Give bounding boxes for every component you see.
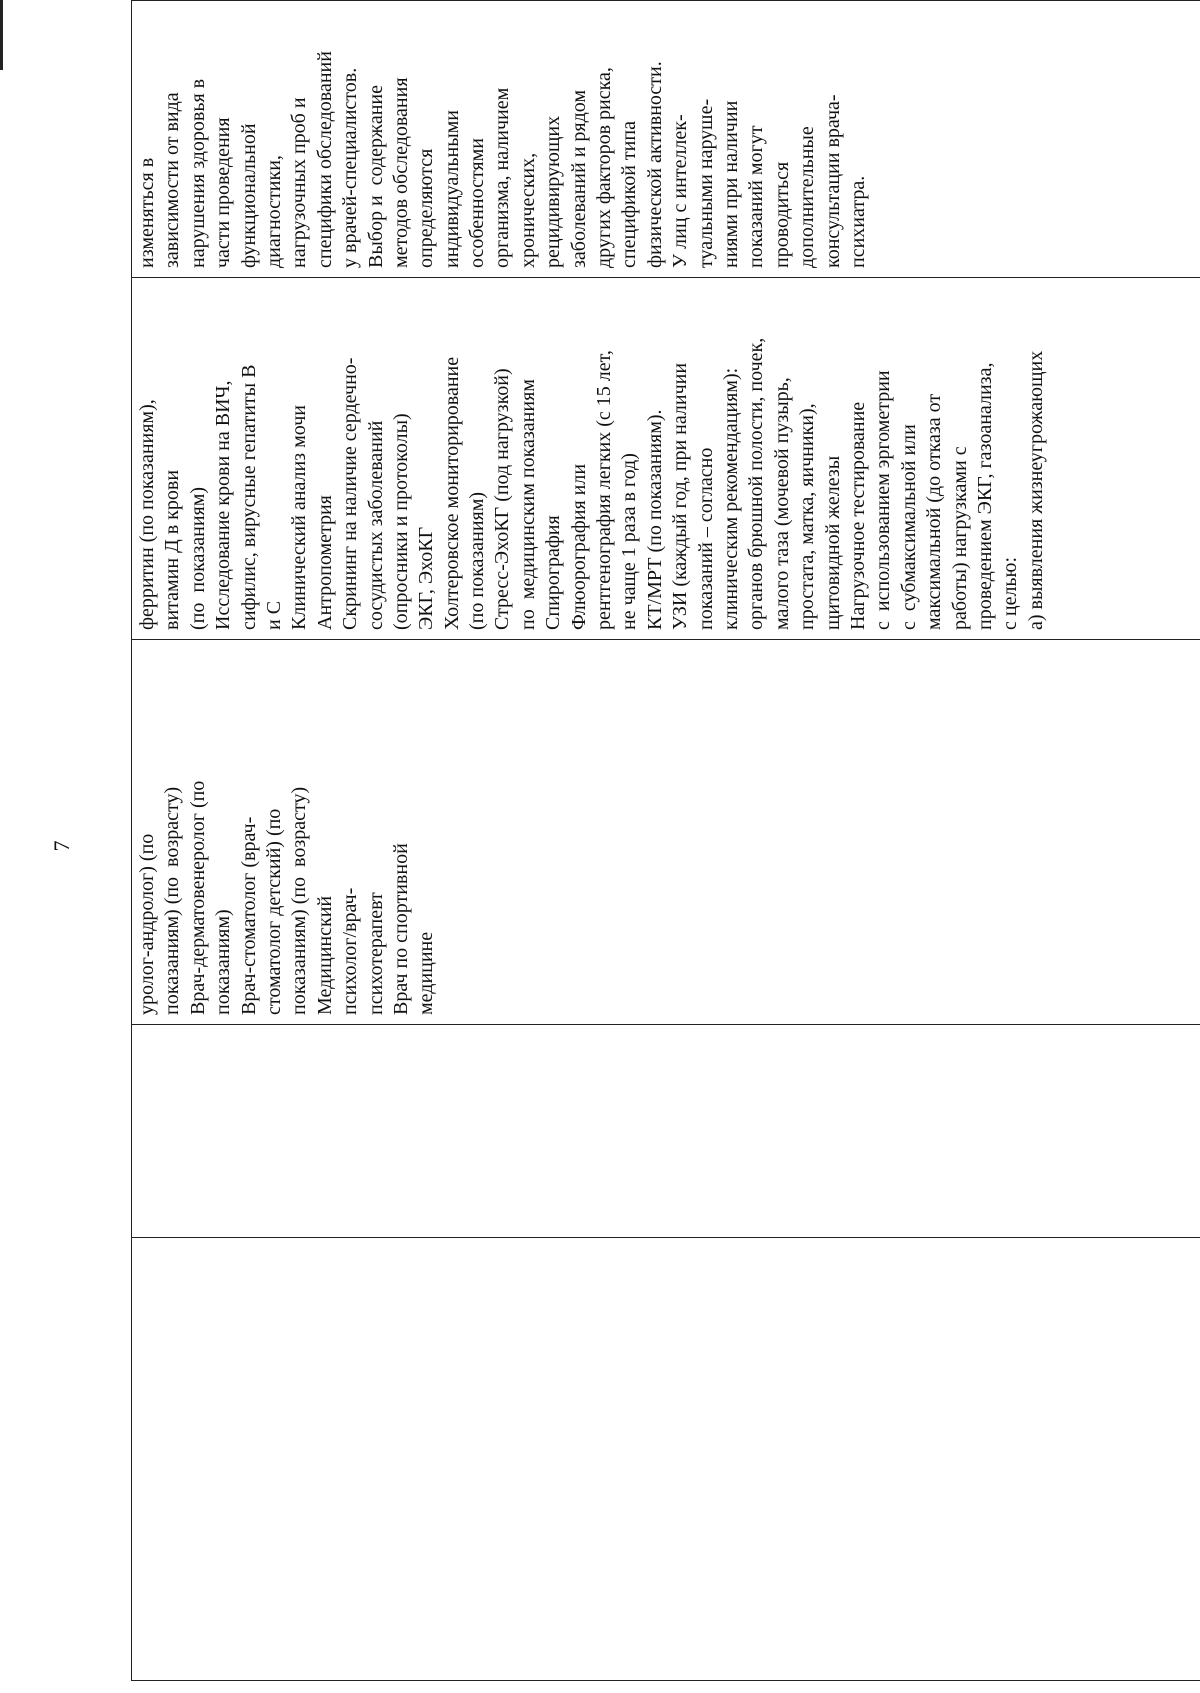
text-line: Врач по спортивной bbox=[389, 843, 412, 1015]
text-line: показаниям) (по возрасту) bbox=[288, 786, 311, 1015]
text-line: Выбор и содержание bbox=[364, 85, 387, 268]
text-line: специфики обследований bbox=[313, 51, 336, 268]
text-line: ниями при наличии bbox=[719, 100, 742, 268]
table-cell-examinations bbox=[132, 278, 1200, 640]
text-line: работы) нагрузками с bbox=[948, 446, 971, 630]
text-line: по медицинским показаниям bbox=[516, 379, 539, 630]
text-line: туальными наруше- bbox=[694, 98, 717, 268]
cell-text bbox=[132, 278, 1049, 639]
text-line: ЭКГ, ЭхоКГ bbox=[415, 526, 438, 630]
text-line: (опросники и протоколы) bbox=[389, 413, 412, 630]
text-line: витамин Д в крови bbox=[161, 469, 184, 630]
text-line: сифилис, вирусные гепатиты В bbox=[237, 364, 260, 630]
text-line: физической активности. bbox=[643, 61, 666, 268]
text-line: медицине bbox=[415, 931, 438, 1015]
text-line: у врачей-специалистов. bbox=[339, 67, 362, 268]
text-line: Врач-дерматовенеролог (по bbox=[186, 780, 209, 1015]
text-line: клиническим рекомендациям): bbox=[719, 367, 742, 630]
cell-text bbox=[132, 640, 440, 1024]
text-line: Скрининг на наличие сердечно- bbox=[339, 357, 362, 630]
text-line: с целью: bbox=[999, 556, 1022, 630]
text-line: КТ/МРТ (по показаниям). bbox=[643, 409, 666, 630]
text-line: Флюорография или bbox=[567, 463, 590, 630]
text-line: стоматолог детский) (по bbox=[262, 808, 285, 1015]
text-line: проведением ЭКГ, газоанализа, bbox=[973, 362, 996, 630]
text-line: показаниям) bbox=[212, 909, 235, 1015]
table-row bbox=[132, 1, 1200, 1681]
text-line: максимальной (до отказа от bbox=[923, 393, 946, 630]
text-line: показаний – согласно bbox=[694, 447, 717, 630]
table-cell-notes bbox=[132, 1, 1200, 278]
text-line: сосудистых заболеваний bbox=[364, 420, 387, 630]
text-line: показаний могут bbox=[745, 125, 768, 268]
table-cell-specialists bbox=[132, 640, 1200, 1025]
text-line: определяются bbox=[415, 148, 438, 268]
text-line: малого таза (мочевой пузырь, bbox=[770, 377, 793, 630]
text-line: Клинический анализ мочи bbox=[288, 405, 311, 630]
text-line: Исследование крови на ВИЧ, bbox=[212, 380, 235, 630]
text-line: психиатра. bbox=[846, 175, 869, 268]
text-line: а) выявления жизнеугрожающих bbox=[1024, 350, 1047, 630]
text-line: методов обследования bbox=[389, 77, 412, 268]
text-line: организма, наличием bbox=[491, 87, 514, 268]
text-line: функциональной bbox=[237, 123, 260, 268]
text-line: УЗИ (каждый год, при наличии bbox=[669, 362, 692, 630]
text-line: консультации врача- bbox=[821, 94, 844, 268]
text-line: нагрузочных проб и bbox=[288, 97, 311, 268]
text-line: У лиц с интеллек- bbox=[669, 114, 692, 268]
text-line: Врач-стоматолог (врач- bbox=[237, 816, 260, 1015]
text-line: ферритин (по показаниям), bbox=[136, 399, 158, 630]
text-line: и С bbox=[262, 600, 285, 630]
table-cell-col1 bbox=[132, 1238, 1200, 1681]
text-line: диагностики, bbox=[262, 155, 285, 268]
text-line: простата, матка, яичники), bbox=[796, 403, 819, 630]
text-line: с использованием эргометрии bbox=[872, 370, 895, 630]
text-line: щитовидной железы bbox=[821, 455, 844, 630]
text-line: части проведения bbox=[212, 117, 235, 268]
text-line: показаниям) (по возрасту) bbox=[161, 786, 184, 1015]
text-line: индивидуальными bbox=[440, 110, 463, 268]
cell-text bbox=[132, 1, 871, 277]
text-line: рентгенография легких (с 15 лет, bbox=[593, 350, 616, 630]
text-line: Нагрузочное тестирование bbox=[846, 401, 869, 630]
cell-text bbox=[132, 1025, 135, 1237]
table-cell-col2 bbox=[132, 1025, 1200, 1238]
text-line: Антропометрия bbox=[313, 495, 336, 630]
text-line: спецификой типа bbox=[618, 121, 641, 268]
scan-edge-mark bbox=[0, 0, 3, 70]
text-line: проводиться bbox=[770, 161, 793, 268]
text-line: дополнительные bbox=[796, 126, 819, 268]
text-line: уролог-андролог) (по bbox=[136, 833, 158, 1015]
text-line: органов брюшной полости, почек, bbox=[745, 337, 768, 630]
rotated-table-container bbox=[131, 6, 1200, 1681]
text-line: других факторов риска, bbox=[593, 67, 616, 268]
text-line: психолог/врач- bbox=[339, 887, 362, 1015]
text-line: хронических, bbox=[516, 152, 539, 268]
text-line: не чаще 1 раза в год) bbox=[618, 453, 641, 630]
text-line: рецидивирующих bbox=[542, 115, 565, 268]
cell-text bbox=[132, 1238, 135, 1680]
text-line: зависимости от вида bbox=[161, 92, 184, 268]
text-line: (по показаниям) bbox=[466, 491, 489, 630]
page-number: 7 bbox=[49, 840, 74, 852]
text-line: нарушения здоровья в bbox=[186, 78, 209, 268]
text-line: особенностями bbox=[466, 138, 489, 268]
text-line: психотерапевт bbox=[364, 892, 387, 1015]
text-line: Стресс-ЭхоКГ (под нагрузкой) bbox=[491, 368, 514, 630]
text-line: заболеваний и рядом bbox=[567, 89, 590, 268]
text-line: с субмаксимальной или bbox=[897, 424, 920, 630]
text-line: Спирография bbox=[542, 515, 565, 630]
text-line: Холтеровское мониторирование bbox=[440, 356, 463, 630]
text-line: Медицинский bbox=[313, 895, 336, 1015]
text-line: (по показаниям) bbox=[186, 486, 209, 630]
text-line: изменяться в bbox=[136, 157, 158, 268]
document-table bbox=[131, 0, 1200, 1681]
